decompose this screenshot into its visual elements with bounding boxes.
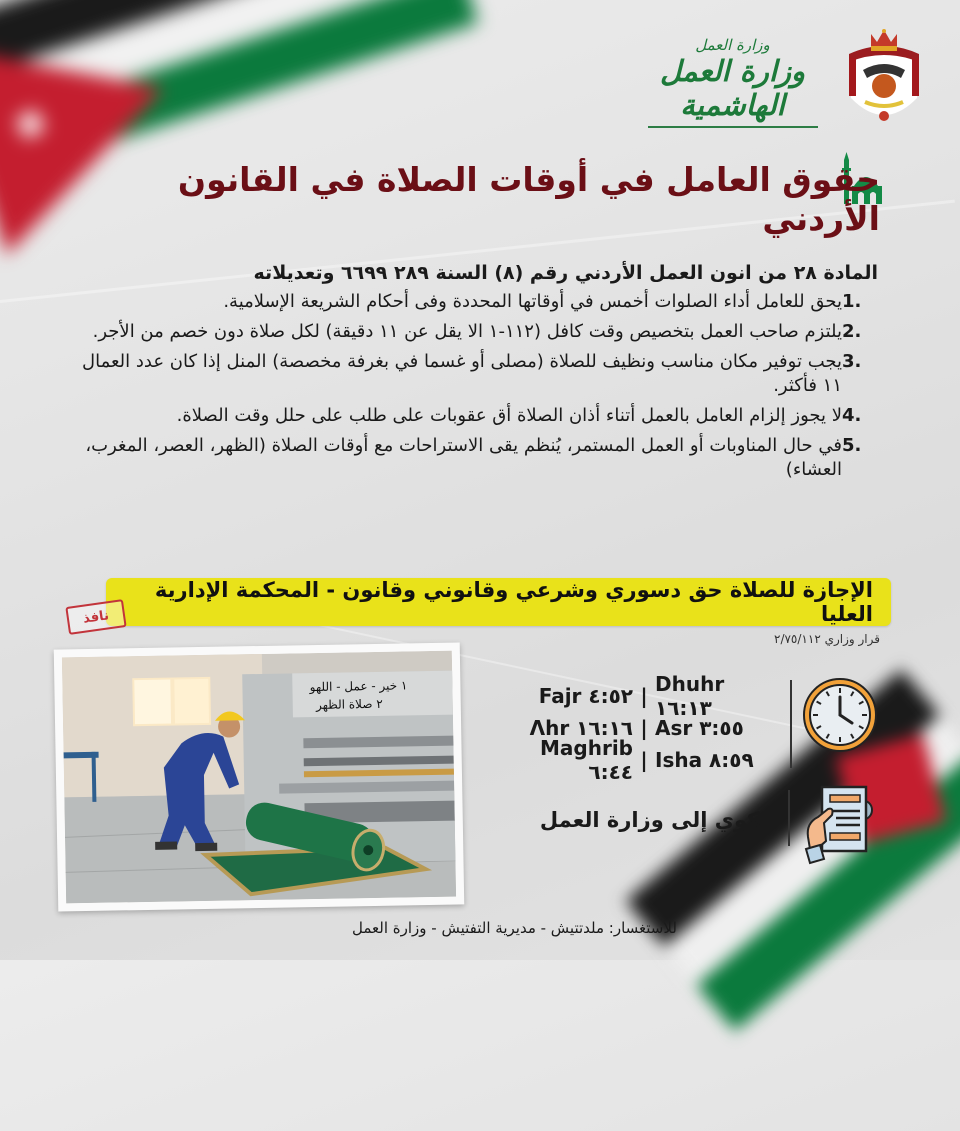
prayer-time-left: Fajr ٤:٥٢: [538, 684, 633, 708]
prayer-row: [495, 672, 785, 720]
item-text: في حال المناوبات أو العمل المستمر، يُنظم يقى الاستراحات مع أوقات الصلاة (الظهر، العصر، المغرب، العشاء): [85, 435, 842, 480]
prayer-time-left: Λhr ١٦:١٦: [529, 716, 633, 740]
item-number: 4.: [842, 405, 862, 426]
article-section: [78, 262, 878, 488]
item-number: 1.: [842, 291, 862, 312]
svg-text:١ خير - عمل - اللهو: ١ خير - عمل - اللهو: [309, 678, 408, 695]
status-stamp: نافذ: [65, 599, 126, 635]
divider: [788, 790, 790, 846]
article-list: [78, 290, 878, 482]
ministry-big-text: وزارة العمل الهاشمية: [660, 54, 805, 122]
item-text: يلتزم صاحب العمل بتخصيص وقت كافل (١١٢-١ الا يقل عن ١١ دقيقة) لكل صلاة دون خصم من الأجر.: [92, 321, 842, 342]
item-text: لا يجوز إلزام العامل بالعمل أتناء أذان الصلاة أق عقوبات على طلب على حلل وقت الصلاة.: [176, 405, 842, 426]
svg-text:٢ صلاة الظهر: ٢ صلاة الظهر: [315, 696, 383, 712]
separator: |: [640, 684, 648, 708]
article-heading: المادة ٢٨ من انون العمل الأردني رقم (٨) السنة ٢٨٩ ٦٦٩٩ وتعديلاته: [253, 262, 878, 284]
page-title: حقوق العامل في أوقات الصلاة في القانون الأردني: [177, 160, 880, 238]
separator: |: [640, 748, 648, 772]
worker-photo: [54, 642, 465, 911]
list-item: [78, 320, 878, 344]
item-number: 3.: [842, 351, 862, 372]
clock-icon: [800, 675, 880, 755]
prayer-time-right: Dhuhr ١٦:١٣: [655, 672, 725, 720]
decree-reference: قرار وزاري ٢/٧٥/١١٢: [774, 632, 880, 646]
item-number: 2.: [842, 321, 862, 342]
divider: [790, 680, 792, 768]
document-hand-icon[interactable]: [800, 783, 882, 865]
list-item: [78, 434, 878, 482]
coat-of-arms-icon: [843, 28, 925, 132]
prayer-times-table: [495, 672, 785, 784]
list-item: [78, 290, 878, 314]
ministry-underline: [648, 126, 818, 128]
list-item: [78, 404, 878, 428]
separator: |: [640, 716, 648, 740]
inquiry-footer: للاستغسار: ملدتتيش - مديرية التفتيش - وزارة العمل: [352, 919, 677, 937]
prayer-time-left: Maghrib ٦:٤٤: [540, 736, 633, 784]
item-text: يحق للعامل أداء الصلوات أخمس في أوقاتها المحددة وفى أحكام الشريعة الإسلامية.: [223, 291, 842, 312]
prayer-time-right: Isha ٨:٥٩: [655, 748, 754, 772]
item-number: 5.: [842, 435, 862, 456]
highlight-banner: [106, 578, 891, 626]
ministry-small-text: وزارة العمل: [695, 36, 770, 54]
prayer-row: [495, 736, 785, 784]
prayer-time-right: Asr ٣:٥٥: [655, 716, 744, 740]
complaint-link[interactable]: شكوي إلى وزارة العمل: [539, 808, 780, 832]
item-text: يجب توفير مكان مناسب ونظيف للصلاة (مصلى أو غسما في بغرفة مخصصة) المنل إذا كان عدد العمال ١١ فأكثر.: [82, 351, 842, 396]
list-item: [78, 350, 878, 398]
banner-text: الإجازة للصلاة حق دسوري وشرعي وقانوني وقانون - المحكمة الإدارية العليا: [154, 578, 873, 626]
ministry-logo: [630, 36, 835, 126]
